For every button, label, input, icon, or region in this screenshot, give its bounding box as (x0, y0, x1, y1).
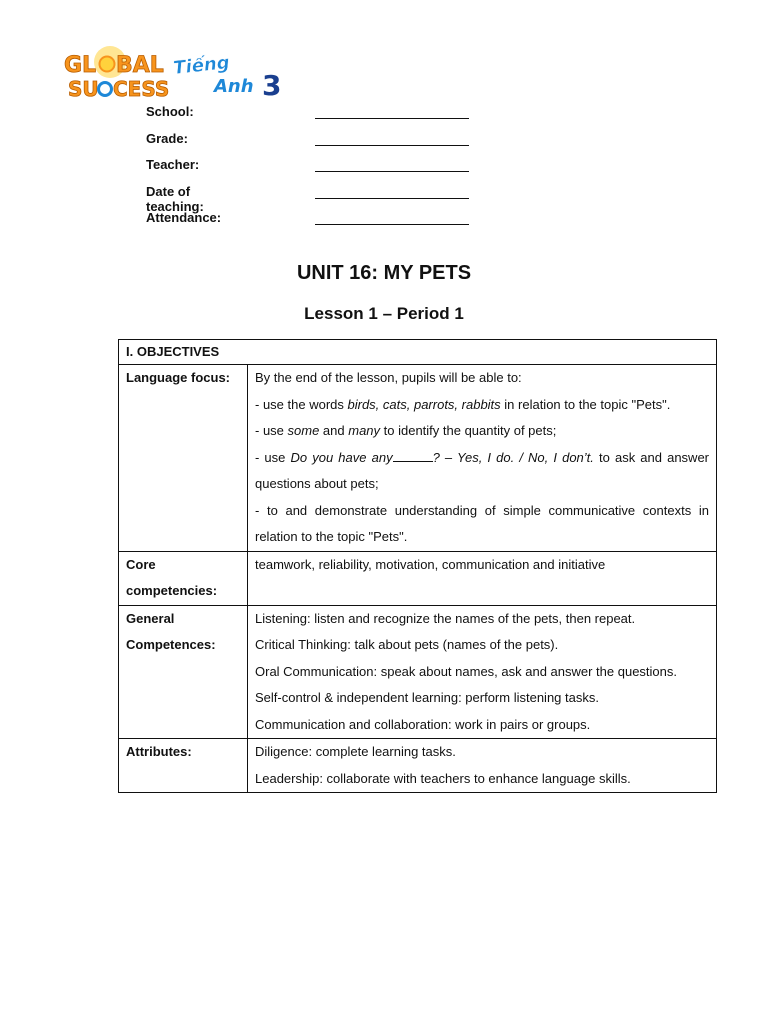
q-italic-1: Do you have any (290, 449, 393, 465)
ring-icon (99, 83, 112, 96)
general-competences-label: General Competences: (119, 605, 248, 739)
logo-text-su: SU (68, 77, 99, 101)
use-prefix: - use (255, 423, 288, 438)
info-label-school: School: (146, 104, 194, 119)
language-focus-question (255, 445, 709, 498)
core-competencies-label: Core competencies: (119, 551, 248, 605)
globe-icon (100, 57, 115, 72)
general-competences-row (119, 605, 717, 739)
objectives-table (118, 339, 717, 793)
info-blank-teacher (315, 159, 469, 172)
info-label-teacher: Teacher: (146, 157, 200, 172)
logo-text-bal: BAL (116, 53, 164, 78)
attribute-item: Diligence: complete learning tasks. (255, 744, 456, 759)
language-focus-demonstrate: - to and demonstrate understanding of simple communicative contexts in relation to the topic "Pets". (255, 502, 709, 544)
q-italic-2: ? – Yes, I do. / No, I don’t. (432, 449, 594, 465)
info-label-grade: Grade: (146, 130, 188, 146)
general-item: Critical Thinking: talk about pets (names of the pets). (255, 637, 559, 652)
info-blank-attendance (315, 212, 469, 225)
attributes-label: Attributes: (119, 739, 248, 793)
attributes-content (248, 739, 717, 793)
info-blank-date (315, 186, 469, 199)
logo-grade-number: 3 (262, 69, 282, 102)
language-focus-label: Language focus: (119, 365, 248, 552)
words-italic: birds, cats, parrots, rabbits (347, 396, 501, 412)
info-blank-grade (315, 133, 469, 146)
lesson-title: Lesson 1 – Period 1 (304, 304, 464, 323)
attribute-item: Leadership: collaborate with teachers to enhance language skills. (255, 770, 631, 786)
core-competencies-text: teamwork, reliability, motivation, communication and initiative (248, 551, 717, 605)
logo-graphic (62, 42, 302, 104)
general-item: Communication and collaboration: work in pairs or groups. (255, 716, 591, 732)
language-focus-quantity (255, 418, 709, 445)
general-item: Oral Communication: speak about names, ask and answer the questions. (255, 663, 678, 679)
logo-text-anh: Anh (214, 76, 254, 97)
q-prefix: - use (255, 449, 291, 465)
language-focus-content (248, 365, 717, 552)
core-competencies-row (119, 551, 717, 605)
q-suffix: to ask and answer questions about pets; (255, 449, 710, 491)
words-suffix: in relation to the topic "Pets". (500, 396, 671, 412)
tieng-anh-logo (172, 52, 281, 102)
language-focus-words (255, 392, 709, 419)
unit-title: UNIT 16: MY PETS (296, 262, 472, 284)
use-suffix: to identify the quantity of pets; (380, 423, 557, 438)
general-item: Listening: listen and recognize the names of the pets, then repeat. (255, 610, 636, 626)
header-logos (62, 42, 302, 104)
global-success-logo (64, 46, 169, 101)
objectives-heading: I. OBJECTIVES (119, 340, 717, 365)
logo-text-gl: GL (64, 53, 97, 78)
info-blank-school (315, 106, 469, 119)
info-label-date: Date of teaching: (146, 183, 204, 214)
objectives-heading-row (119, 340, 717, 365)
words-prefix: - use the words (255, 396, 348, 412)
language-focus-row (119, 365, 717, 552)
answer-blank (393, 449, 433, 462)
general-competences-content (248, 605, 717, 739)
language-focus-intro: By the end of the lesson, pupils will be able to: (255, 370, 522, 385)
general-item: Self-control & independent learning: perform listening tasks. (255, 690, 599, 705)
info-label-attendance: Attendance: (146, 210, 222, 225)
logo-text-cess: CESS (113, 77, 170, 101)
logo-text-tieng: Tiếng (172, 52, 231, 79)
attributes-row (119, 739, 717, 793)
some-word: some (287, 423, 320, 438)
many-word: many (348, 423, 381, 438)
and-word: and (319, 423, 349, 438)
